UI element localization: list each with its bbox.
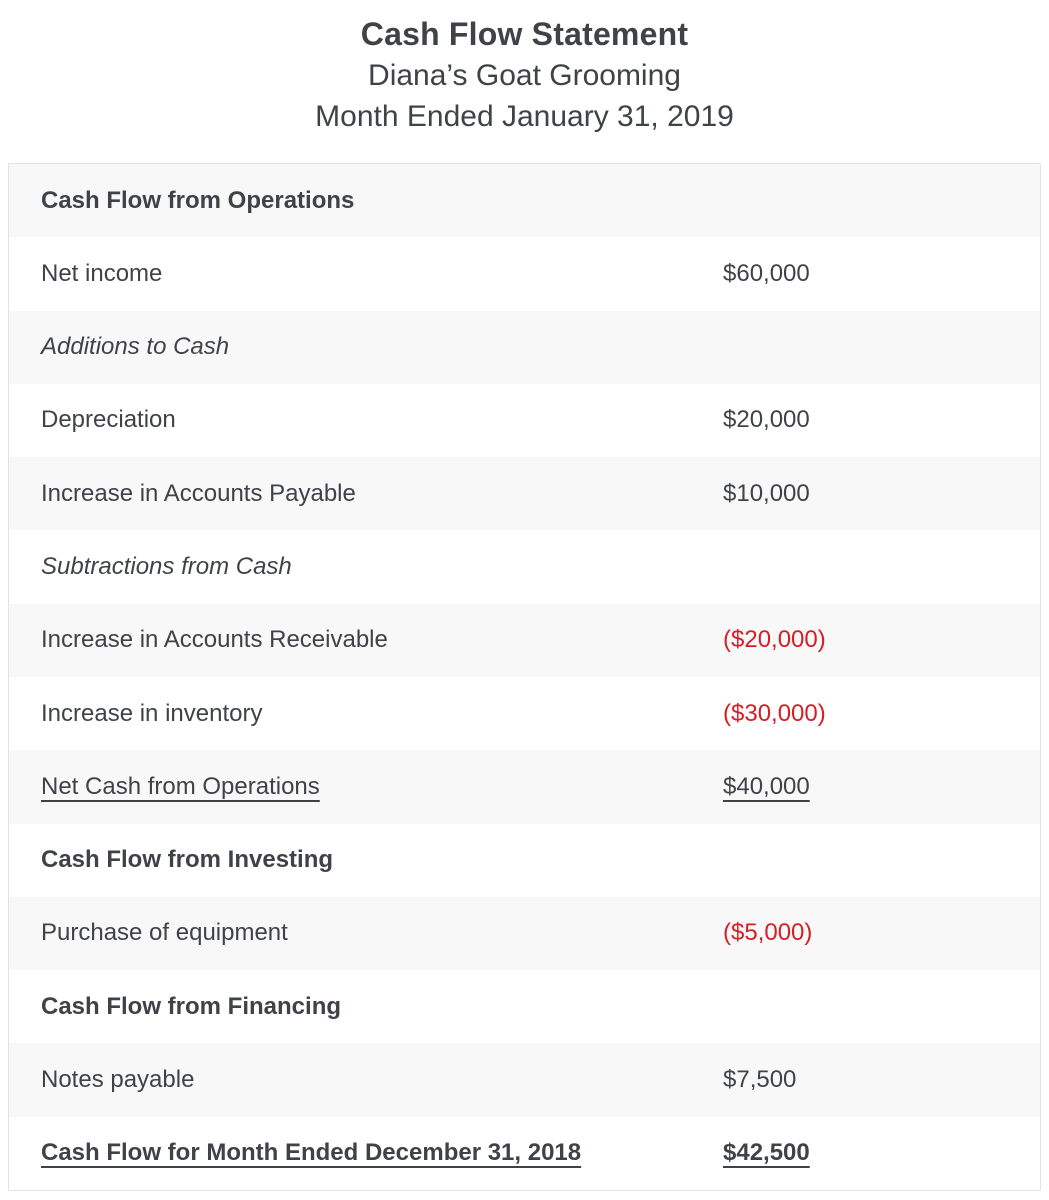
cash-flow-table xyxy=(8,163,1041,1191)
subsection-subtractions xyxy=(9,530,1040,603)
row-label: Net Cash from Operations xyxy=(41,772,320,800)
row-label: Increase in Accounts Receivable xyxy=(41,626,388,654)
row-net-cash-operations xyxy=(9,750,1040,823)
row-amount: $20,000 xyxy=(723,406,810,434)
row-label: Cash Flow from Investing xyxy=(41,846,334,874)
period-label: Month Ended January 31, 2019 xyxy=(315,100,734,133)
section-header-operations xyxy=(9,164,1040,237)
row-amount: $40,000 xyxy=(723,772,810,800)
row-label: Cash Flow from Operations xyxy=(41,186,355,214)
row-inventory xyxy=(9,677,1040,750)
row-label: Depreciation xyxy=(41,406,176,434)
row-accounts-payable xyxy=(9,457,1040,530)
section-header-financing xyxy=(9,970,1040,1043)
row-amount-negative: ($20,000) xyxy=(723,626,826,654)
row-label: Increase in Accounts Payable xyxy=(41,479,356,507)
row-depreciation xyxy=(9,384,1040,457)
row-net-income xyxy=(9,237,1040,310)
row-total-cash-flow xyxy=(9,1117,1040,1190)
row-notes-payable xyxy=(9,1043,1040,1116)
row-amount: $42,500 xyxy=(723,1139,810,1167)
row-label: Net income xyxy=(41,259,163,287)
row-amount-negative: ($30,000) xyxy=(723,699,826,727)
row-label: Subtractions from Cash xyxy=(41,553,292,581)
row-amount: $7,500 xyxy=(723,1066,797,1094)
subsection-additions xyxy=(9,311,1040,384)
row-amount: $10,000 xyxy=(723,479,810,507)
row-purchase-equipment xyxy=(9,897,1040,970)
row-label: Notes payable xyxy=(41,1066,195,1094)
row-amount-negative: ($5,000) xyxy=(723,919,813,947)
row-label: Purchase of equipment xyxy=(41,919,288,947)
statement-header xyxy=(0,0,1049,137)
row-label: Cash Flow from Financing xyxy=(41,992,342,1020)
row-label: Additions to Cash xyxy=(41,333,230,361)
row-label: Cash Flow for Month Ended December 31, 2018 xyxy=(41,1139,582,1167)
row-amount: $60,000 xyxy=(723,259,810,287)
section-header-investing xyxy=(9,824,1040,897)
row-label: Increase in inventory xyxy=(41,699,263,727)
page-title: Cash Flow Statement xyxy=(360,16,689,52)
row-accounts-receivable xyxy=(9,604,1040,677)
company-name: Diana’s Goat Grooming xyxy=(368,59,681,92)
